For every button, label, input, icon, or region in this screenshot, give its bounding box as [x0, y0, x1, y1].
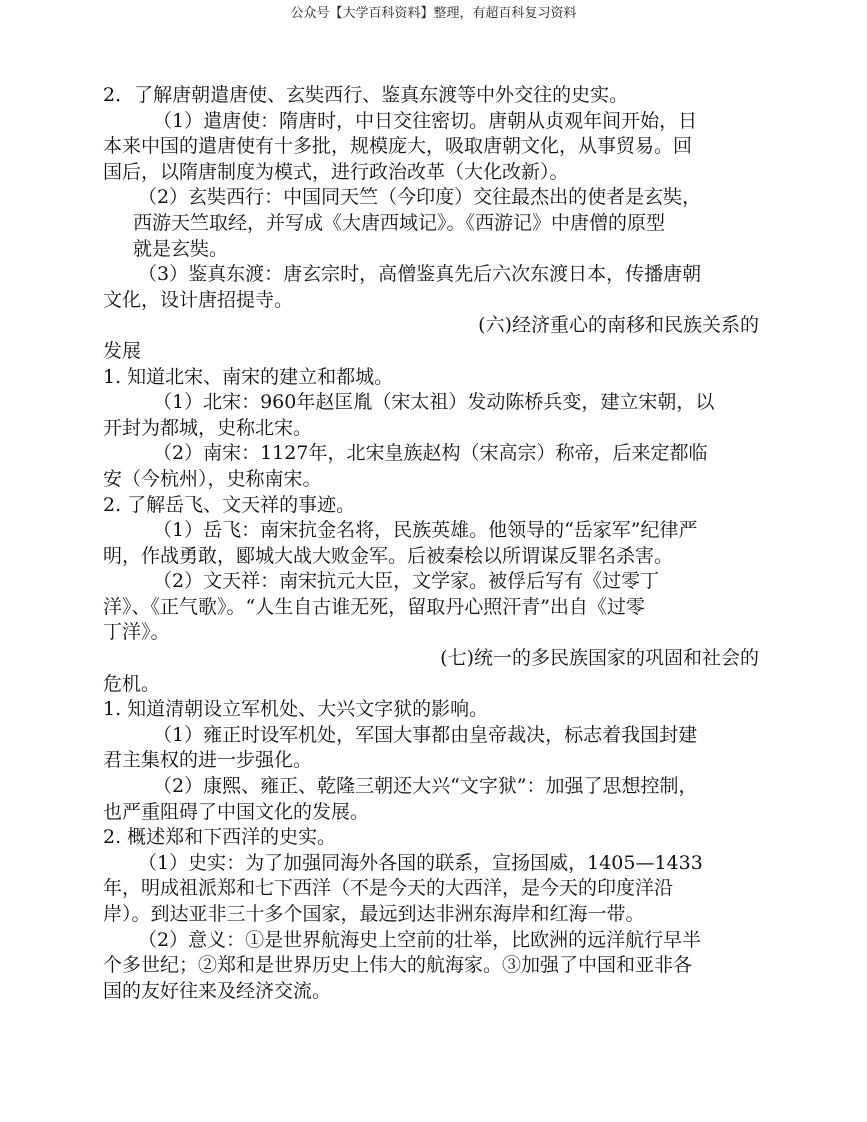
- page-header: 公众号【大学百科资料】整理，有超百科复习资料: [290, 6, 577, 21]
- paragraph-line: （2）南宋：1127年，北宋皇族赵构（宋高宗）称帝，后来定都临: [153, 442, 708, 465]
- document-body: [103, 83, 763, 1004]
- paragraph-line: 本来中国的遣唐使有十多批，规模庞大，吸取唐朝文化，从事贸易。回: [103, 135, 693, 158]
- paragraph-line: 就是玄奘。: [133, 237, 229, 260]
- section-heading: 1. 知道北宋、南宋的建立和都城。: [103, 365, 394, 388]
- paragraph-line: （2）康熙、雍正、乾隆三朝还大兴“文字狱”：加强了思想控制，: [153, 775, 698, 798]
- paragraph-line: 明，作战勇敢，郾城大战大败金军。后被秦桧以所谓谋反罪名杀害。: [103, 544, 674, 567]
- paragraph-line: 国后，以隋唐制度为模式，进行政治改革（大化改新）。: [103, 160, 569, 183]
- chapter-heading: (六)经济重心的南移和民族关系的: [478, 314, 759, 337]
- paragraph-line: 西游天竺取经，并写成《大唐西域记》。《西游记》中唐僧的原型: [133, 211, 666, 234]
- chapter-heading: 危机。: [103, 672, 161, 695]
- paragraph-line: 君主集权的进一步强化。: [103, 749, 313, 772]
- paragraph-line: 年，明成祖派郑和七下西洋（不是今天的大西洋，是今天的印度洋沿: [103, 877, 674, 900]
- paragraph-line: 也严重阻碍了中国文化的发展。: [103, 800, 370, 823]
- paragraph-line: 安（今杭州），史称南宋。: [103, 467, 322, 490]
- paragraph-line: （1）北宋：960年赵匡胤（宋太祖）发动陈桥兵变，建立宋朝，以: [153, 391, 715, 414]
- paragraph-line: 开封为都城，史称北宋。: [103, 416, 313, 439]
- paragraph-line: （1）雍正时设军机处，军国大事都由皇帝裁决，标志着我国封建: [153, 723, 698, 746]
- section-heading: 1. 知道清朝设立军机处、大兴文字狱的影响。: [103, 698, 489, 721]
- paragraph-line: （2）文天祥：南宋抗元大臣，文学家。被俘后写有《过零丁: [153, 570, 660, 593]
- paragraph-line: （1）岳飞：南宋抗金名将，民族英雄。他领导的“岳家军”纪律严: [153, 519, 698, 542]
- paragraph-line: 洋》、《正气歌》。“人生自古谁无死，留取丹心照汗青”出自《过零: [103, 595, 645, 618]
- paragraph-line: 丁洋》。: [103, 621, 170, 644]
- paragraph-line: 国的友好往来及经济交流。: [103, 979, 332, 1002]
- paragraph-line: （1）史实：为了加强同海外各国的联系，宣扬国威，1405—1433: [138, 851, 703, 874]
- paragraph-line: （1）遣唐使：隋唐时，中日交往密切。唐朝从贞观年间开始，日: [153, 109, 698, 132]
- paragraph-line: （2）玄奘西行：中国同天竺（今印度）交往最杰出的使者是玄奘，: [138, 186, 702, 209]
- section-heading: 2. 概述郑和下西洋的史实。: [103, 826, 337, 849]
- paragraph-line: （2）意义：①是世界航海史上空前的壮举，比欧洲的远洋航行早半: [138, 928, 702, 951]
- section-heading: 2. 了解岳飞、文天祥的事迹。: [103, 493, 356, 516]
- paragraph-line: 文化，设计唐招提寺。: [103, 288, 294, 311]
- paragraph-line: 个多世纪；②郑和是世界历史上伟大的航海家。③加强了中国和亚非各: [103, 954, 693, 977]
- paragraph-line: 岸）。到达亚非三十多个国家，最远到达非洲东海岸和红海一带。: [103, 903, 645, 925]
- chapter-heading: 发展: [103, 339, 142, 362]
- chapter-heading: (七)统一的多民族国家的巩固和社会的: [440, 647, 759, 670]
- section-heading: 2．了解唐朝遣唐使、玄奘西行、鉴真东渡等中外交往的史实。: [103, 84, 629, 106]
- paragraph-line: （3）鉴真东渡：唐玄宗时，高僧鉴真先后六次东渡日本，传播唐朝: [138, 263, 702, 286]
